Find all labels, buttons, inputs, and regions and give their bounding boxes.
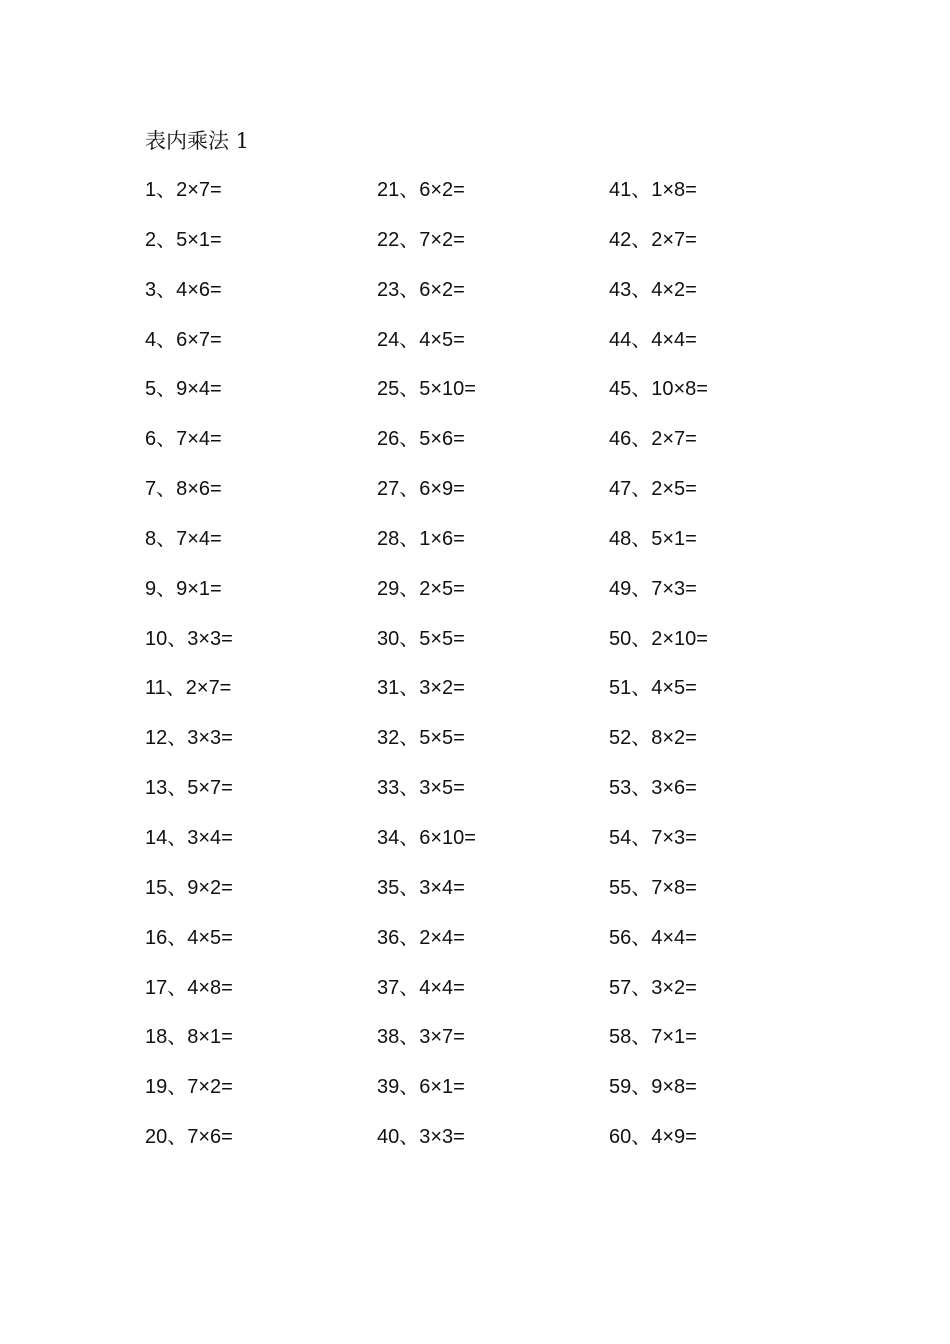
problem-item: 22、7×2= (377, 228, 465, 251)
problem-item: 47、2×5= (609, 478, 697, 501)
problem-item: 28、1×6= (377, 527, 465, 550)
problem-item: 50、2×10= (609, 627, 708, 650)
problem-item: 42、2×7= (609, 228, 697, 251)
problem-item: 13、5×7= (145, 777, 233, 800)
problem-item: 23、6×2= (377, 278, 465, 301)
problem-item: 51、4×5= (609, 677, 697, 700)
problem-item: 20、7×6= (145, 1126, 233, 1149)
problem-item: 11、2×7= (145, 677, 232, 700)
problem-item: 3、4×6= (145, 278, 222, 301)
problem-item: 7、8×6= (145, 478, 222, 501)
problem-item: 35、3×4= (377, 876, 465, 899)
problem-item: 32、5×5= (377, 727, 465, 750)
problem-item: 46、2×7= (609, 428, 697, 451)
problem-item: 21、6×2= (377, 179, 465, 201)
problem-item: 8、7×4= (145, 527, 222, 550)
problem-item: 15、9×2= (145, 876, 233, 899)
problem-item: 37、4×4= (377, 976, 465, 999)
problem-item: 25、5×10= (377, 378, 476, 401)
problem-item: 17、4×8= (145, 976, 233, 999)
problem-column-3 (609, 175, 829, 1172)
problem-item: 58、7×1= (609, 1026, 697, 1049)
problem-item: 49、7×3= (609, 577, 697, 600)
problem-item: 27、6×9= (377, 478, 465, 501)
problem-item: 5、9×4= (145, 378, 222, 401)
problem-item: 59、9×8= (609, 1076, 697, 1099)
problem-item: 39、6×1= (377, 1076, 465, 1099)
problem-item: 43、4×2= (609, 278, 697, 301)
problem-item: 34、6×10= (377, 826, 476, 849)
problem-column-2 (377, 175, 597, 1172)
problem-item: 52、8×2= (609, 727, 697, 750)
problem-item: 24、4×5= (377, 328, 465, 351)
problem-column-1 (145, 175, 365, 1172)
problem-item: 19、7×2= (145, 1076, 233, 1099)
problem-item: 10、3×3= (145, 627, 233, 650)
problem-item: 14、3×4= (145, 826, 233, 849)
problem-item: 31、3×2= (377, 677, 465, 700)
problem-item: 55、7×8= (609, 876, 697, 899)
problem-item: 60、4×9= (609, 1126, 697, 1149)
problem-item: 9、9×1= (145, 577, 222, 600)
problem-item: 44、4×4= (609, 328, 697, 351)
problem-item: 57、3×2= (609, 976, 697, 999)
problem-item: 53、3×6= (609, 777, 697, 800)
problem-item: 4、6×7= (145, 328, 222, 351)
worksheet-title: 表内乘法 1 (145, 129, 250, 153)
problem-item: 18、8×1= (145, 1026, 233, 1049)
problem-item: 30、5×5= (377, 627, 465, 650)
problem-item: 45、10×8= (609, 378, 708, 401)
problem-item: 54、7×3= (609, 826, 697, 849)
problem-item: 33、3×5= (377, 777, 465, 800)
problem-item: 6、7×4= (145, 428, 222, 451)
problem-item: 12、3×3= (145, 727, 233, 750)
problem-item: 48、5×1= (609, 527, 697, 550)
problem-item: 1、2×7= (145, 179, 222, 201)
problem-item: 56、4×4= (609, 926, 697, 949)
problem-item: 29、2×5= (377, 577, 465, 600)
problem-item: 26、5×6= (377, 428, 465, 451)
problem-item: 38、3×7= (377, 1026, 465, 1049)
problem-item: 16、4×5= (145, 926, 233, 949)
problem-item: 41、1×8= (609, 179, 697, 201)
problem-item: 40、3×3= (377, 1126, 465, 1149)
problem-item: 36、2×4= (377, 926, 465, 949)
problem-item: 2、5×1= (145, 228, 222, 251)
